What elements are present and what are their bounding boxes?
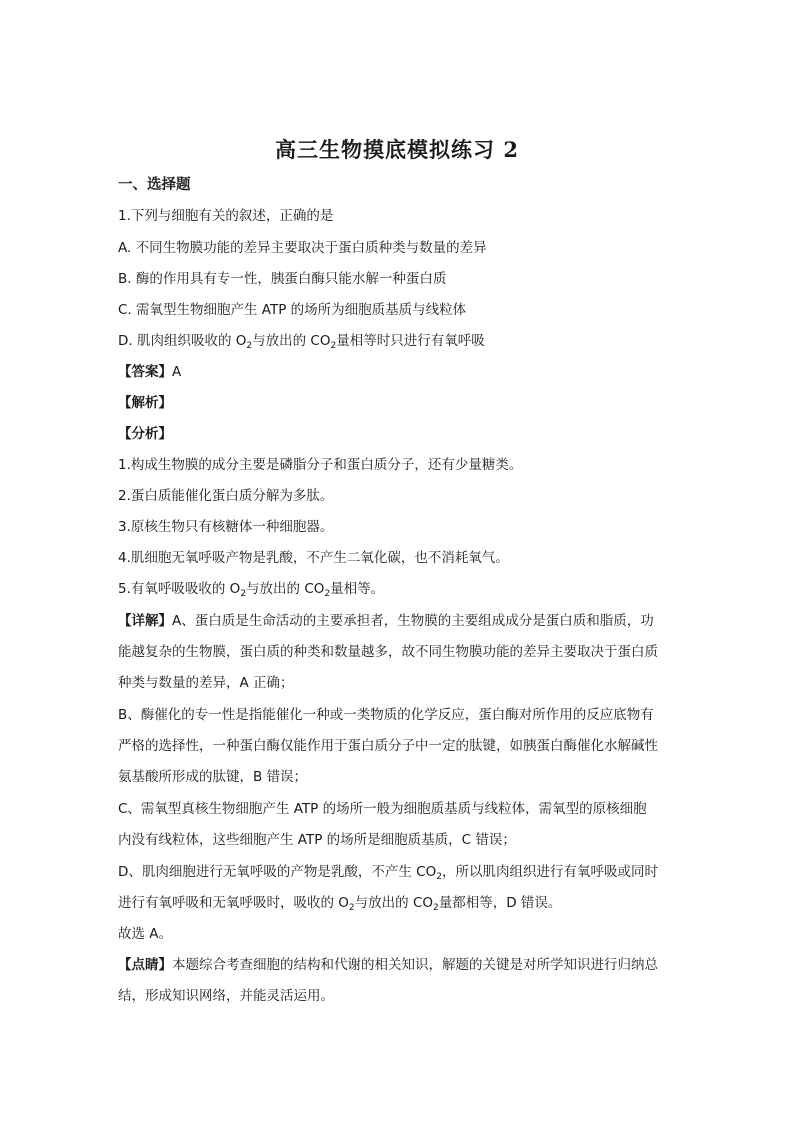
dianjing-text-1: 本题综合考查细胞的结构和代谢的相关知识，解题的关键是对所学知识进行归纳总 (172, 957, 658, 973)
point-5-text-1: 5.有氧呼吸吸收的 O (118, 581, 241, 597)
option-d-text-1: D. 肌肉组织吸收的 O (118, 333, 247, 349)
detail-d1-sub: 2 (436, 872, 442, 882)
detail-a-line-2: 能越复杂的生物膜，蛋白质的种类和数量越多，故不同生物膜功能的差异主要取决于蛋白质 (118, 644, 658, 660)
doc-title: 高三生物摸底模拟练习 2 (275, 137, 519, 162)
answer-value: A (172, 364, 182, 380)
option-d-text-3: 量相等时只进行有氧呼吸 (336, 333, 485, 349)
detail-b-line-1: B、酶催化的专一性是指能催化一种或一类物质的化学反应，蛋白酶对所作用的反应底物有 (118, 707, 654, 723)
detail-d2-sub-2: 2 (433, 903, 439, 913)
point-5-sub-2: 2 (324, 589, 331, 599)
point-5 (118, 579, 384, 599)
point-3: 3.原核生物只有核糖体一种细胞器。 (118, 519, 334, 535)
detail-tag: 【详解】 (118, 613, 172, 629)
fenxi-tag: 【分析】 (118, 426, 172, 442)
detail-d2-sub-1: 2 (348, 903, 355, 913)
detail-d2-text-1: 进行有氧呼吸和无氧呼吸时，吸收的 O (118, 895, 349, 911)
detail-d2-text-2: 与放出的 CO (354, 895, 433, 911)
analysis-tag: 【解析】 (118, 395, 172, 411)
detail-c-line-1: C、需氧型真核生物细胞产生 ATP 的场所一般为细胞质基质与线粒体，需氧型的原核细胞 (118, 801, 647, 817)
dianjing-line-1 (118, 955, 658, 975)
detail-d-line-1 (118, 862, 658, 882)
detail-b-line-2: 严格的选择性，一种蛋白酶仅能作用于蛋白质分子中一定的肽键，如胰蛋白酶催化水解碱性 (118, 738, 658, 754)
detail-a-line-1 (118, 611, 654, 631)
detail-d2-text-3: 量都相等，D 错误。 (438, 895, 562, 911)
option-d-sub-2: 2 (330, 341, 337, 351)
point-4: 4.肌细胞无氧呼吸产物是乳酸，不产生二氧化碳，也不消耗氧气。 (118, 550, 509, 566)
detail-d1-text-1: D、肌肉细胞进行无氧呼吸的产物是乳酸，不产生 CO (118, 864, 437, 880)
point-1: 1.构成生物膜的成分主要是磷脂分子和蛋白质分子，还有少量糖类。 (118, 457, 523, 473)
option-d (118, 331, 485, 351)
detail-a-line-3: 种类与数量的差异，A 正确； (118, 675, 294, 691)
dianjing-line-2: 结，形成知识网络，并能灵活运用。 (118, 988, 334, 1004)
option-b: B. 酶的作用具有专一性，胰蛋白酶只能水解一种蛋白质 (118, 271, 447, 287)
option-a: A. 不同生物膜功能的差异主要取决于蛋白质种类与数量的差异 (118, 240, 487, 256)
section-heading: 一、选择题 (118, 177, 191, 193)
answer-line (118, 362, 181, 382)
point-2: 2.蛋白质能催化蛋白质分解为多肽。 (118, 488, 334, 504)
option-d-sub-1: 2 (246, 341, 253, 351)
detail-c-line-2: 内没有线粒体，这些细胞产生 ATP 的场所是细胞质基质，C 错误； (118, 832, 516, 848)
detail-b-line-3: 氨基酸所形成的肽键，B 错误； (118, 769, 308, 785)
option-d-text-2: 与放出的 CO (252, 333, 331, 349)
detail-d-line-2 (118, 893, 561, 913)
option-c: C. 需氧型生物细胞产生 ATP 的场所为细胞质基质与线粒体 (118, 302, 467, 318)
detail-a-text-1: A、蛋白质是生命活动的主要承担者，生物膜的主要组成成分是蛋白质和脂质，功 (172, 613, 654, 629)
conclusion: 故选 A。 (118, 926, 173, 942)
detail-d1-text-2: ，所以肌肉组织进行有氧呼吸或同时 (441, 864, 658, 880)
point-5-text-3: 量相等。 (330, 581, 385, 597)
answer-tag: 【答案】 (118, 364, 172, 380)
point-5-sub-1: 2 (240, 589, 247, 599)
question-stem: 1.下列与细胞有关的叙述，正确的是 (118, 208, 334, 224)
dianjing-tag: 【点睛】 (118, 957, 172, 973)
point-5-text-2: 与放出的 CO (246, 581, 325, 597)
